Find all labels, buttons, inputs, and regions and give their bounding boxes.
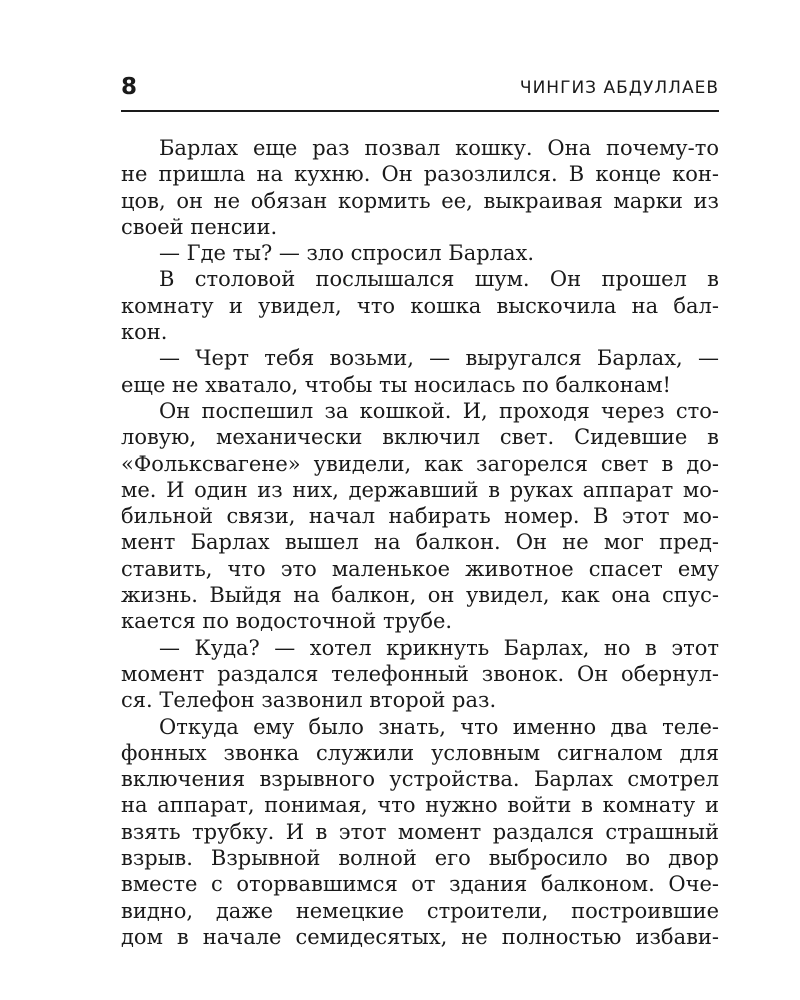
text-line: жизнь. Выйдя на балкон, он увидел, как она спус- xyxy=(121,583,719,608)
text-line: ставить, что это маленькое животное спасет ему xyxy=(121,556,719,581)
text-line: комнату и увидел, что кошка выскочила на бал- xyxy=(121,293,719,318)
text-line: еще не хватало, чтобы ты носилась по балконам! xyxy=(121,372,671,397)
text-line: — Черт тебя возьми, — выругался Барлах, — xyxy=(159,346,719,371)
header-rule xyxy=(121,110,719,112)
text-line: — Куда? — хотел крикнуть Барлах, но в этот xyxy=(159,635,719,660)
body-text xyxy=(121,135,719,950)
text-line: «Фольксвагене» увидели, как загорелся свет в до- xyxy=(121,451,719,476)
text-line: момент раздался телефонный звонок. Он обернул- xyxy=(121,661,719,686)
text-line: кается по водосточной трубе. xyxy=(121,609,453,634)
text-line: на аппарат, понимая, что нужно войти в комнату и xyxy=(121,793,719,818)
text-line: вместе с оторвавшимся от здания балконом. Оче- xyxy=(121,872,719,897)
running-title: ЧИНГИЗ АБДУЛЛАЕВ xyxy=(519,78,719,98)
text-line: Откуда ему было знать, что именно два теле- xyxy=(159,714,719,739)
text-line: взрыв. Взрывной волной его выбросило во двор xyxy=(121,846,719,871)
page-number: 8 xyxy=(121,74,138,100)
text-line: Он поспешил за кошкой. И, проходя через сто- xyxy=(159,398,719,423)
text-line: ме. И один из них, державший в руках аппарат мо- xyxy=(121,477,719,502)
text-line: взять трубку. И в этот момент раздался страшный xyxy=(121,819,719,844)
text-line: В столовой послышался шум. Он прошел в xyxy=(159,267,719,292)
text-line: не пришла на кухню. Он разозлился. В конце кон- xyxy=(121,162,719,187)
text-line: включения взрывного устройства. Барлах смотрел xyxy=(121,767,719,792)
text-line: мент Барлах вышел на балкон. Он не мог пред- xyxy=(121,530,719,555)
text-line: Барлах еще раз позвал кошку. Она почему-то xyxy=(159,136,719,160)
text-line: — Где ты? — зло спросил Барлах. xyxy=(159,241,535,266)
text-line: кон. xyxy=(121,320,168,345)
text-line: своей пенсии. xyxy=(121,214,278,239)
text-line: фонных звонка служили условным сигналом для xyxy=(121,740,719,765)
text-line: ся. Телефон зазвонил второй раз. xyxy=(121,688,497,713)
text-line: ловую, механически включил свет. Сидевшие в xyxy=(121,425,719,450)
text-line: цов, он не обязан кормить ее, выкраивая марки из xyxy=(121,188,719,213)
text-line: бильной связи, начал набирать номер. В этот мо- xyxy=(121,504,719,529)
text-line: дом в начале семидесятых, не полностью избави- xyxy=(121,924,719,949)
text-line: видно, даже немецкие строители, построившие xyxy=(121,898,719,923)
